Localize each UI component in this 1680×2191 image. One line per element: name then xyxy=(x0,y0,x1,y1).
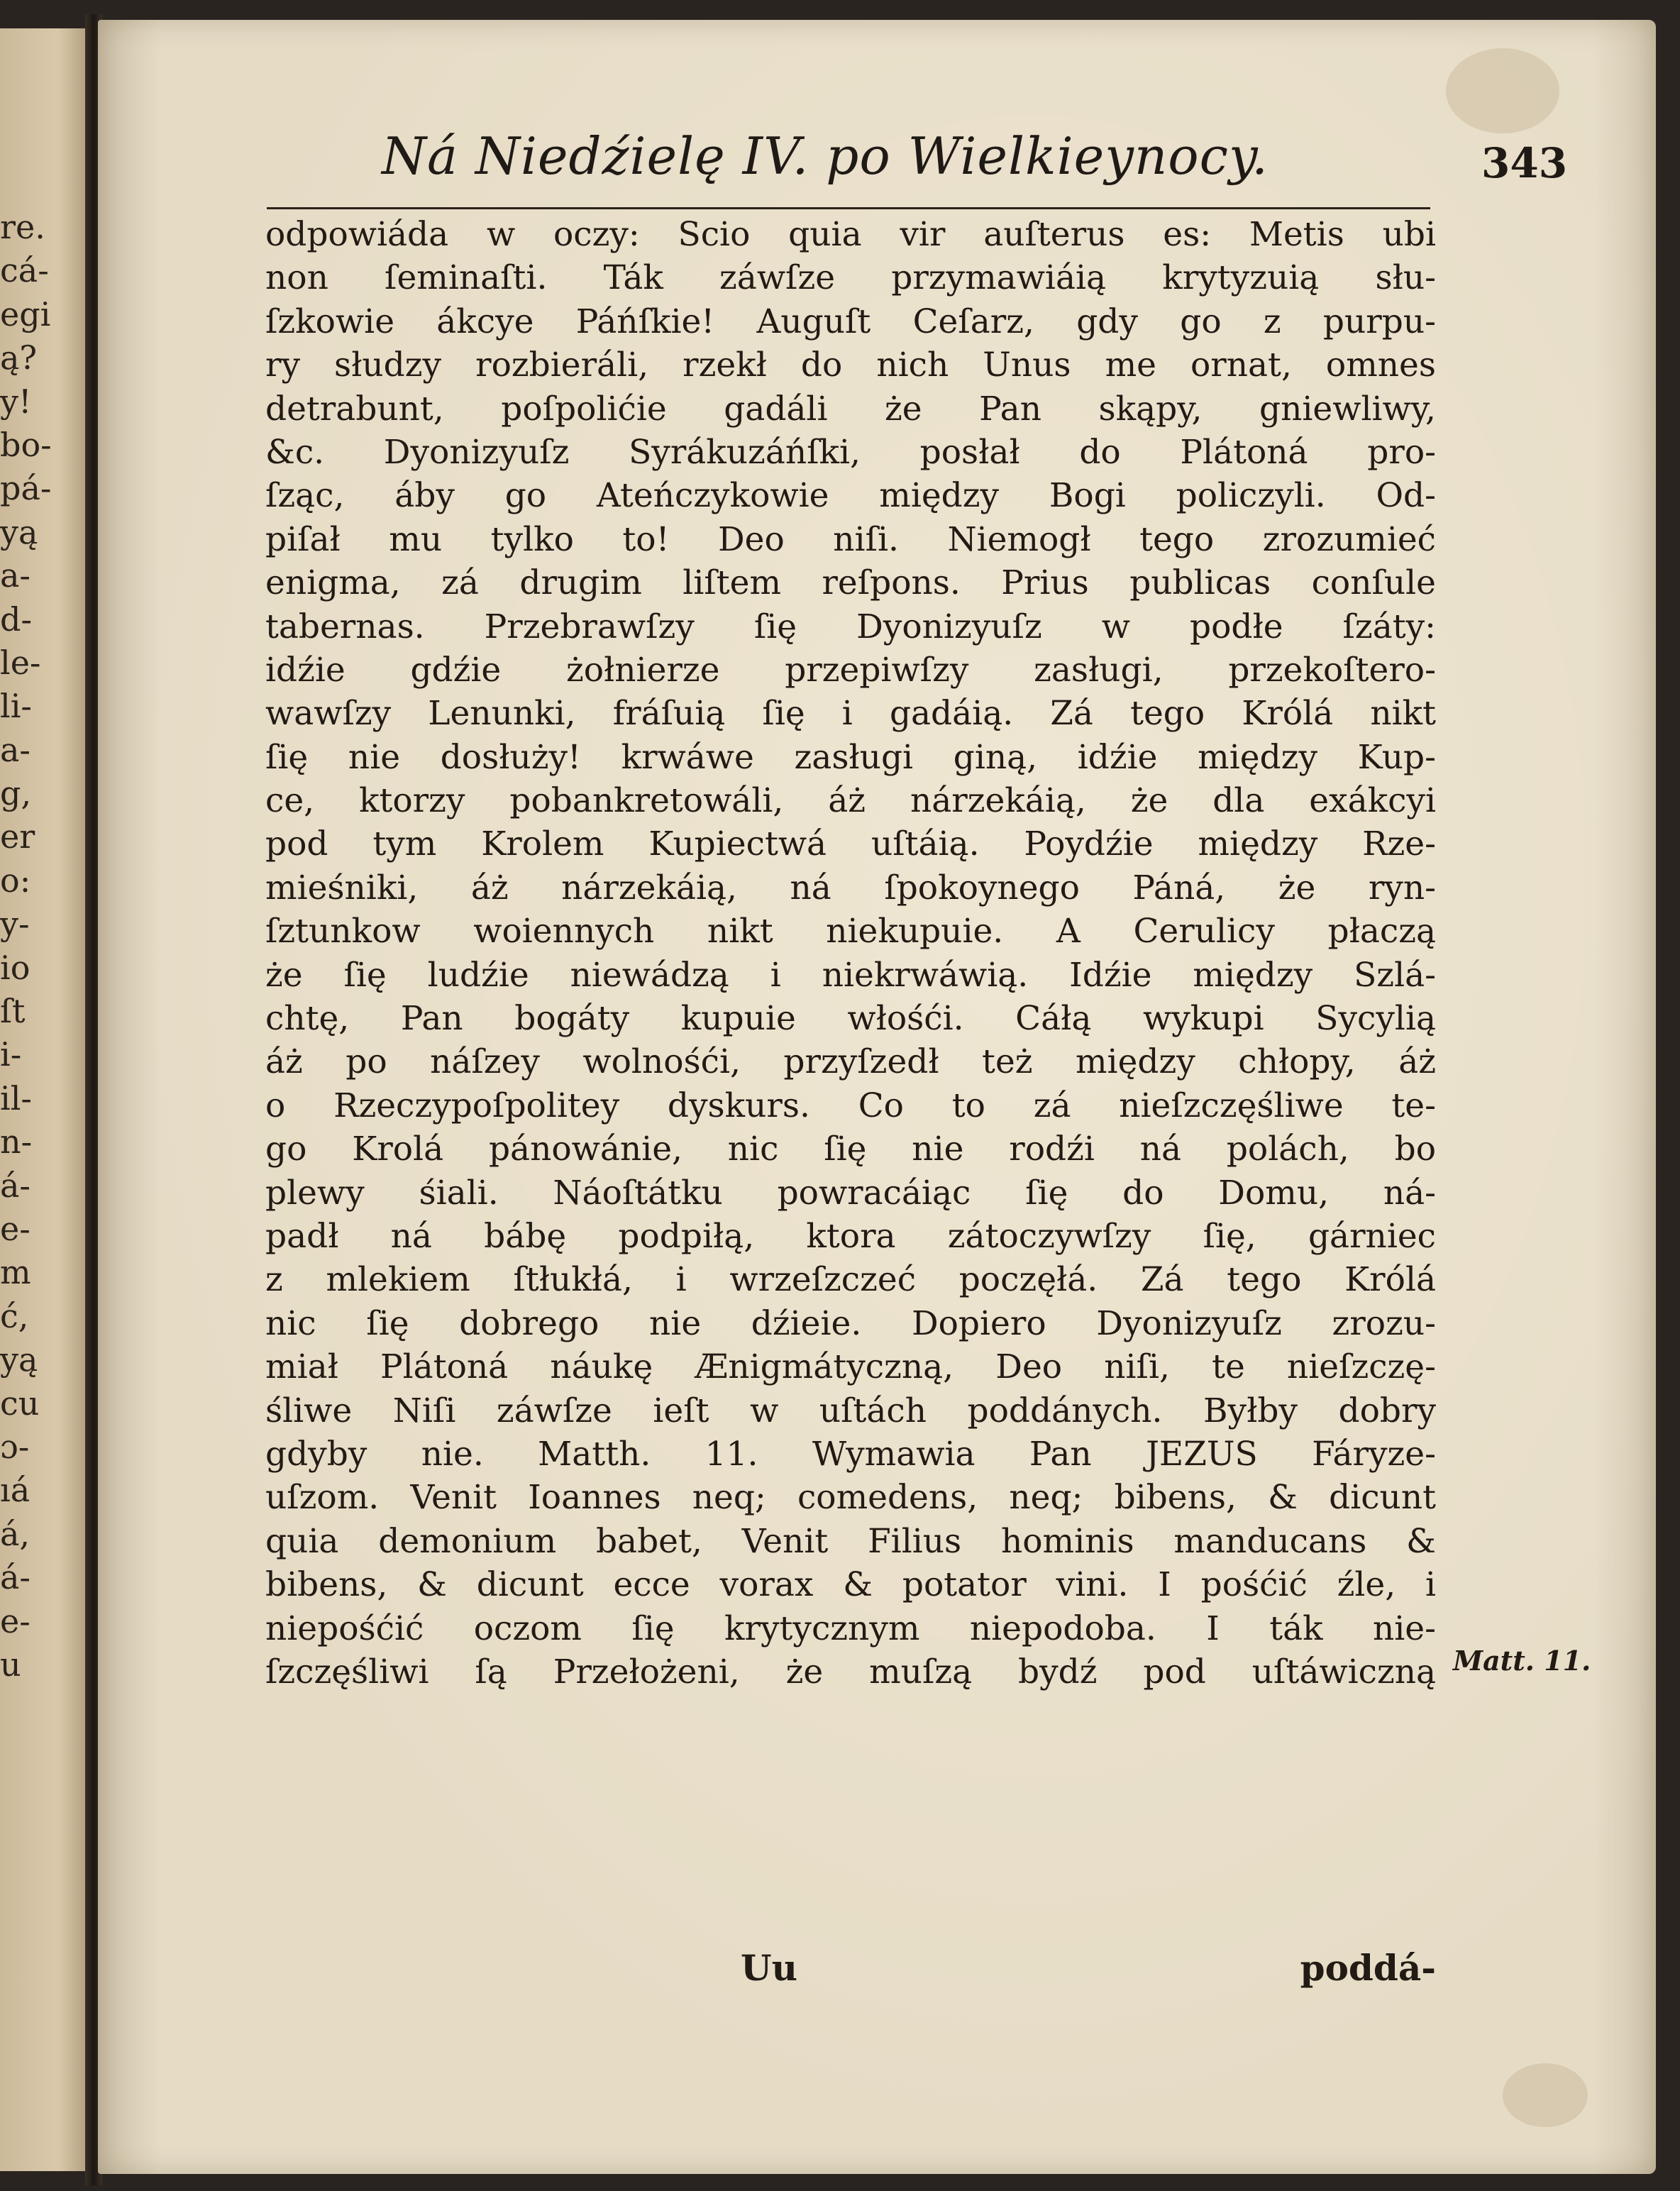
running-head: Ná Niedźielę IV. po Wielkieynocy. xyxy=(382,126,1269,186)
text-line: &c. Dyonizyuſz Syrákuzáńſki, posłał do Plátoná pro- xyxy=(265,432,1436,472)
text-line: áż po náſzey wolnośći, przyſzedł też między chłopy, áż xyxy=(265,1042,1436,1082)
text-line: ſzkowie ákcye Páńſkie! Auguſt Ceſarz, gdy go z purpu- xyxy=(265,302,1436,341)
left-page-fragment: pá- xyxy=(0,469,52,508)
left-page-fragment: ıá xyxy=(0,1471,31,1510)
text-line: odpowiáda w oczy: Scio quia vir auſterus es: Metis ubi xyxy=(265,215,1436,254)
left-page-fragment: cá- xyxy=(0,251,49,290)
text-line: ſzczęśliwi ſą Przełożeni, że muſzą bydź pod uſtáwiczną xyxy=(265,1652,1436,1691)
right-page xyxy=(98,20,1656,2174)
left-page-fragment: bo- xyxy=(0,425,52,464)
left-page-fragment: g, xyxy=(0,774,32,813)
text-line: niepośćić oczom ſię krytycznym niepodoba. I ták nie- xyxy=(265,1608,1436,1648)
left-page-fragment: e- xyxy=(0,1209,31,1248)
text-line: ſztunkow woiennych nikt niekupuie. A Cerulicy płaczą xyxy=(265,912,1436,951)
page-number: 343 xyxy=(1481,139,1568,187)
left-page-fragment: yą xyxy=(0,512,38,551)
left-page-fragment: n- xyxy=(0,1122,33,1161)
text-line: ry słudzy rozbieráli, rzekł do nich Unus me ornat, omnes xyxy=(265,346,1436,385)
text-line: ſię nie dosłuży! krwáwe zasługi giną, idźie między Kup- xyxy=(265,737,1436,777)
left-page-fragment: ɔ- xyxy=(0,1427,30,1466)
text-line: non ſeminaſti. Ták záwſze przymawiáią krytyzuią słu- xyxy=(265,258,1436,298)
header-rule xyxy=(267,207,1430,209)
text-line: z mlekiem ſtłukłá, i wrzeſzczeć poczęłá. Zá tego Królá xyxy=(265,1260,1436,1300)
left-page-line-fragments xyxy=(0,206,85,1687)
left-page-edge xyxy=(0,28,96,2171)
text-line: miał Plátoná náukę Ænigmátyczną, Deo niſi, te nieſzczę- xyxy=(265,1347,1436,1387)
text-line: idźie gdźie żołnierze przepiwſzy zasługi, przekoſtero- xyxy=(265,650,1436,690)
text-line: ſząc, áby go Ateńczykowie między Bogi policzyli. Od- xyxy=(265,476,1436,516)
text-line: że ſię ludźie niewádzą i niekrwáwią. Idźie między Szlá- xyxy=(265,955,1436,995)
text-line: quia demonium babet, Venit Filius hominis manducans & xyxy=(265,1521,1436,1561)
left-page-fragment: il- xyxy=(0,1078,32,1117)
left-page-fragment: ſt xyxy=(0,992,26,1031)
left-page-fragment: cu xyxy=(0,1384,40,1423)
text-line: uſzom. Venit Ioannes neq; comedens, neq; bibens, & dicunt xyxy=(265,1478,1436,1518)
left-page-fragment: á, xyxy=(0,1514,31,1553)
left-page-fragment: io xyxy=(0,948,31,987)
left-page-fragment: m xyxy=(0,1253,31,1292)
margin-note: Matt. 11. xyxy=(1453,1645,1591,1677)
text-line: ce, ktorzy pobankretowáli, áż nárzekáią, że dla exákcyi xyxy=(265,781,1436,821)
text-line: piſał mu tylko to! Deo niſi. Niemogł tego zrozumieć xyxy=(265,519,1436,559)
text-line: chtę, Pan bogáty kupuie włośći. Cáłą wykupi Sycylią xyxy=(265,999,1436,1039)
left-page-fragment: er xyxy=(0,817,35,856)
text-line: plewy śiali. Náoſtátku powracáiąc ſię do Domu, ná- xyxy=(265,1173,1436,1213)
left-page-fragment: e- xyxy=(0,1601,31,1640)
left-page-fragment: le- xyxy=(0,643,41,682)
left-page-fragment: a- xyxy=(0,556,31,595)
text-line: go Krolá pánowánie, nic ſię nie rodźi ná polách, bo xyxy=(265,1130,1436,1169)
left-page-fragment: y! xyxy=(0,382,32,421)
text-line: tabernas. Przebrawſzy ſię Dyonizyuſz w podłe ſzáty: xyxy=(265,607,1436,646)
text-line: padł ná bábę podpiłą, ktora zátoczywſzy ſię, gárniec xyxy=(265,1216,1436,1256)
text-line: enigma, zá drugim liſtem reſpons. Prius publicas conſule xyxy=(265,563,1436,603)
text-line: bibens, & dicunt ecce vorax & potator vini. I pośćić źle, i xyxy=(265,1565,1436,1605)
left-page-fragment: re. xyxy=(0,208,45,246)
left-page-fragment: u xyxy=(0,1645,21,1684)
left-page-fragment: i- xyxy=(0,1035,22,1074)
left-page-fragment: egi xyxy=(0,294,51,333)
text-line: pod tym Krolem Kupiectwá uſtáią. Poydźie między Rze- xyxy=(265,824,1436,864)
left-page-fragment: y- xyxy=(0,905,30,944)
left-page-fragment: d- xyxy=(0,600,32,639)
left-page-fragment: ć, xyxy=(0,1296,29,1335)
signature-mark: Uu xyxy=(741,1947,797,1989)
left-page-fragment: ą? xyxy=(0,338,38,377)
left-page-fragment: á- xyxy=(0,1166,31,1205)
left-page-fragment: o: xyxy=(0,861,31,900)
text-line: śliwe Niſi záwſze ieſt w uſtách poddánych. Byłby dobry xyxy=(265,1391,1436,1430)
left-page-fragment: a- xyxy=(0,730,31,769)
footer-line xyxy=(265,1947,1436,1997)
left-page-fragment: á- xyxy=(0,1558,31,1597)
text-line: o Rzeczypoſpolitey dyskurs. Co to zá nieſzczęśliwe te- xyxy=(265,1086,1436,1125)
paper-stain xyxy=(1503,2063,1588,2127)
body-text xyxy=(265,213,1436,1694)
text-line: wawſzy Lenunki, fráſuią ſię i gadáią. Zá tego Królá nikt xyxy=(265,694,1436,734)
text-line: detrabunt, poſpolićie gadáli że Pan skąpy, gniewliwy, xyxy=(265,389,1436,429)
paper-stain xyxy=(1446,48,1559,133)
text-line: nic ſię dobrego nie dźieie. Dopiero Dyonizyuſz zrozu- xyxy=(265,1303,1436,1343)
left-page-fragment: li- xyxy=(0,687,32,726)
catchword: poddá- xyxy=(1300,1947,1436,1989)
text-line: mieśniki, áż nárzekáią, ná ſpokoynego Páná, że ryn- xyxy=(265,868,1436,907)
left-page-fragment: yą xyxy=(0,1340,38,1379)
text-line: gdyby nie. Matth. 11. Wymawia Pan JEZUS Fáryze- xyxy=(265,1434,1436,1474)
